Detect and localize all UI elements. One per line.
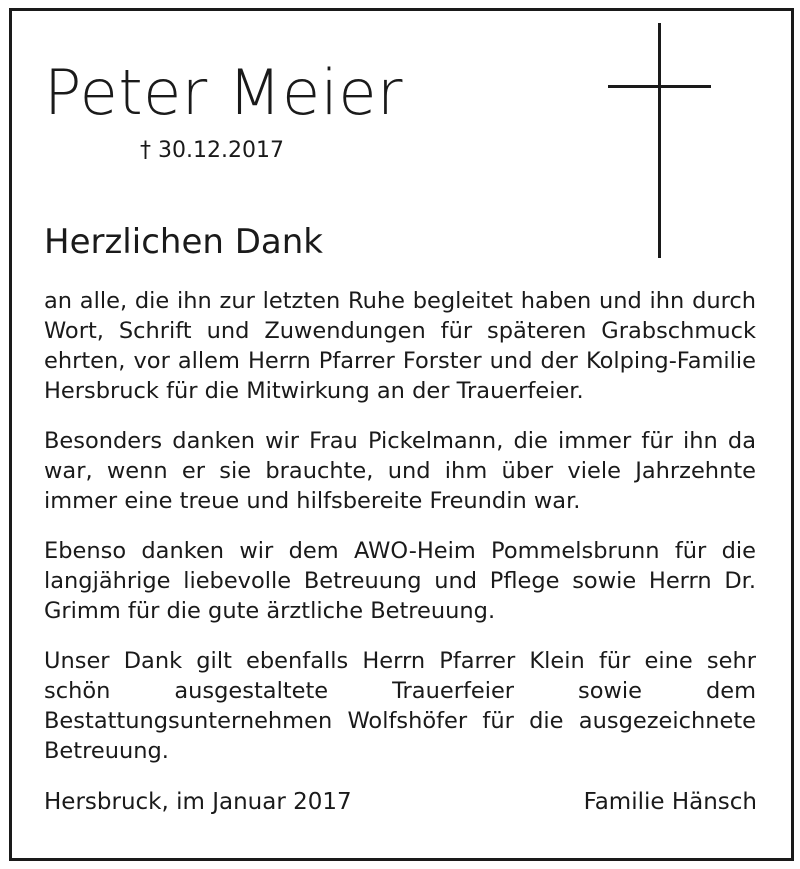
death-date: † 30.12.2017 xyxy=(140,138,284,163)
paragraph-4: Unser Dank gilt ebenfalls Herrn Pfarrer Klein für eine sehr schön ausgestaltete Trauerfeier sowie dem Bestattungsunternehmen Wolfshöfer für die ausgezeichnete Betreuung. xyxy=(44,648,756,764)
place-date: Hersbruck, im Januar 2017 xyxy=(44,789,352,815)
paragraph-1: an alle, die ihn zur letzten Ruhe begleitet haben und ihn durch Wort, Schrift und Zuwendungen für späteren Grabschmuck ehrten, vor allem Herrn Pfarrer Forster und der Kolping-Familie Hersbruck für die Mitwirkung an der Trauerfeier. xyxy=(44,288,756,404)
paragraph-3: Ebenso danken wir dem AWO-Heim Pommelsbrunn für die langjährige liebevolle Betreuung und Pflege sowie Herrn Dr. Grimm für die gute ärztliche Betreuung. xyxy=(44,538,756,624)
cross-vertical-bar xyxy=(658,23,661,258)
deceased-name: Peter Meier xyxy=(44,56,403,129)
signature: Familie Hänsch xyxy=(583,789,757,815)
cross-horizontal-bar xyxy=(608,85,711,88)
paragraph-2: Besonders danken wir Frau Pickelmann, die immer für ihn da war, wenn er sie brauchte, und ihm über viele Jahrzehnte immer eine treue und hilfsbereite Freundin war. xyxy=(44,428,756,514)
thanks-heading: Herzlichen Dank xyxy=(44,222,323,262)
thanks-body xyxy=(44,286,756,766)
